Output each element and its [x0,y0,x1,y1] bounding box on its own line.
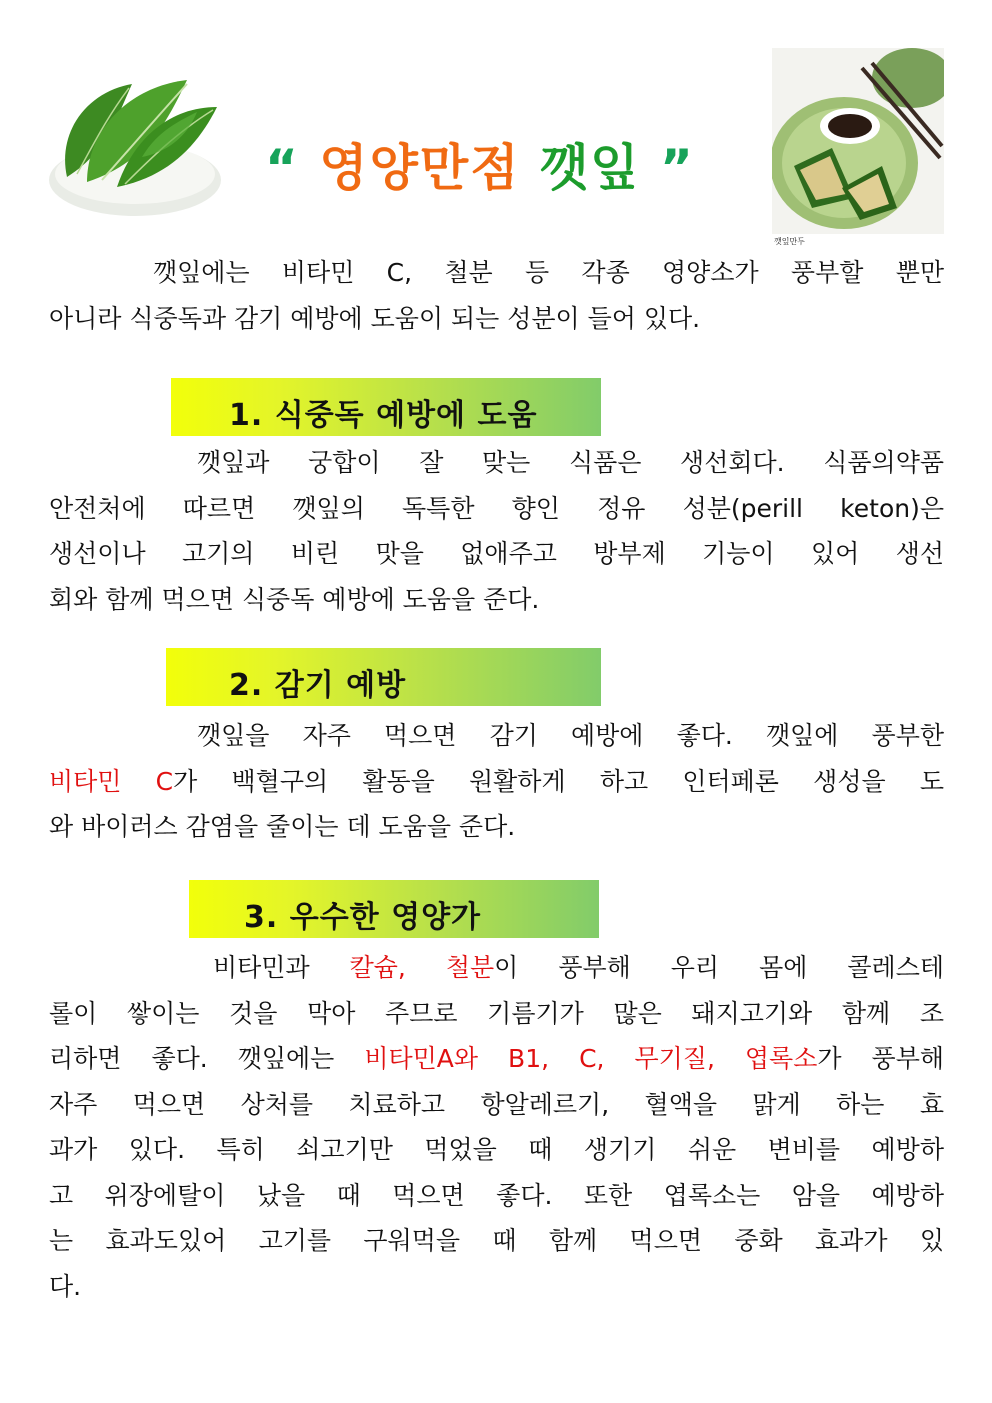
section-3-line: 고 위장에탈이 났을 때 먹으면 좋다. 또한 엽록소는 암을 예방하 [49,1180,944,1210]
section-1-line: 생선이나 고기의 비린 맛을 없애주고 방부제 기능이 있어 생선 [49,539,944,568]
section-3-line-part: 비타민과 [213,953,350,982]
section-3-line [49,945,944,991]
highlight-calcium-iron: 칼슘, 철분 [349,953,495,982]
image-caption: 깻잎만두 [774,237,805,246]
title-close-quote: ” [659,139,695,197]
section-3-paragraph [49,945,944,1309]
title-open-quote: “ [265,139,300,197]
perilla-leaves-photo [47,62,222,220]
section-3-line: 는 효과도있어 고기를 구워먹을 때 함께 먹으면 중화 효과가 있 [49,1226,944,1255]
section-3-line: 다. [49,1271,82,1301]
section-2-heading-bar [166,648,601,706]
section-1-line: 깻잎과 궁합이 잘 맞는 식품은 생선회다. 식품의약품 [197,448,944,477]
intro-line: 깻잎에는 비타민 C, 철분 등 각종 영양소가 풍부할 뿐만 [153,258,944,287]
section-1-paragraph [49,440,944,622]
section-3-line [49,1036,944,1082]
title-word-1: 영양만점 [319,139,521,197]
section-3-line: 과가 있다. 특히 쇠고기만 먹었을 때 생기기 쉬운 변비를 예방하 [49,1135,944,1164]
section-3-heading-bar [189,880,599,938]
section-2-line: 깻잎을 자주 먹으면 감기 예방에 좋다. 깻잎에 풍부한 [197,721,944,750]
perilla-dumpling-dish-photo [772,48,944,234]
highlight-nutrients: 비타민A와 B1, C, 무기질, 엽록소 [364,1044,818,1073]
section-3-line-part: 가 풍부해 [817,1044,944,1073]
intro-paragraph [49,250,944,341]
section-2-line [49,759,944,805]
highlight-vitamin-c: 비타민 C [49,766,174,796]
section-1-line: 회와 함께 먹으면 식중독 예방에 도움을 준다. [49,584,540,614]
section-2-line: 와 바이러스 감염을 줄이는 데 도움을 준다. [49,812,516,841]
section-3-line-part: 리하면 좋다. 깻잎에는 [49,1044,365,1073]
section-2-line-rest: 가 백혈구의 활동을 원활하게 하고 인터페론 생성을 도 [173,766,944,796]
section-3-line-part: 이 풍부해 우리 몸에 콜레스테 [494,953,944,982]
section-3-line: 자주 먹으면 상처를 치료하고 항알레르기, 혈액을 맑게 하는 효 [49,1089,944,1119]
section-2-heading: 2. 감기 예방 [229,668,407,703]
section-2-paragraph [49,713,944,850]
section-3-heading: 3. 우수한 영양가 [244,900,482,935]
section-3-line: 롤이 쌓이는 것을 막아 주므로 기름기가 많은 돼지고기와 함께 조 [49,998,944,1028]
page-title [265,128,695,200]
section-1-heading-bar [171,378,601,436]
section-1-line: 안전처에 따르면 깻잎의 독특한 향인 정유 성분(perill keton)은 [49,493,944,523]
intro-line: 아니라 식중독과 감기 예방에 도움이 되는 성분이 들어 있다. [49,303,701,333]
title-word-2: 깻잎 [539,139,641,197]
section-1-heading: 1. 식중독 예방에 도움 [229,398,538,433]
